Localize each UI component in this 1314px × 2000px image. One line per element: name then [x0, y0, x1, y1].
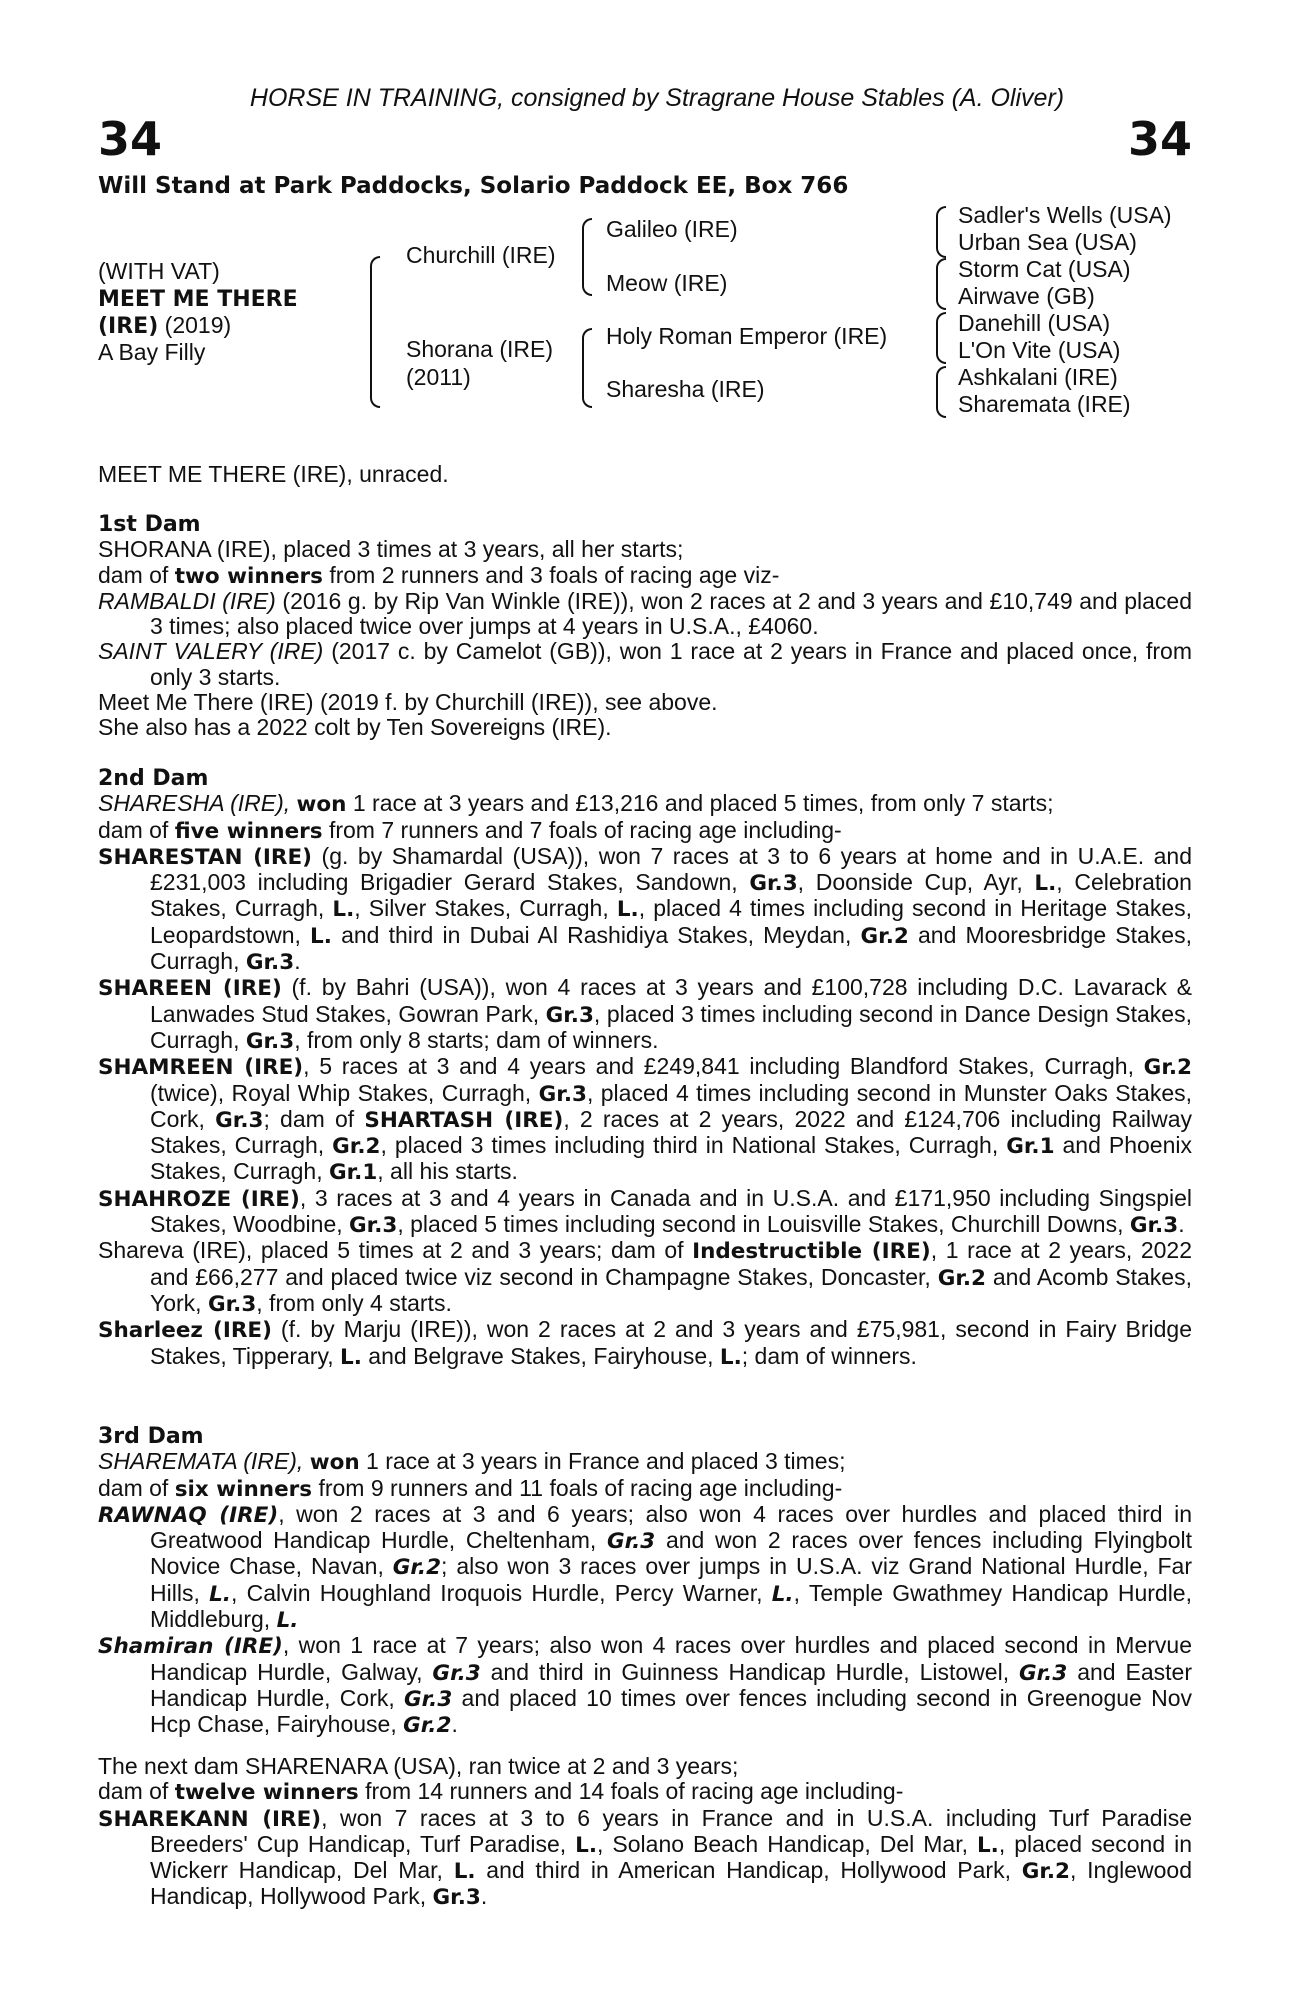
third-dam-section: [98, 1424, 1192, 1739]
dam-produce-summary: dam of six winners from 9 runners and 11 foals of racing age including-: [98, 1474, 843, 1502]
produce-entry: Meet Me There (IRE) (2019 f. by Churchill (IRE)), see above.: [98, 689, 718, 716]
second-dam-section: [98, 766, 1192, 1370]
dam-produce-summary: dam of twelve winners from 14 runners and 14 foals of racing age including-: [98, 1778, 904, 1806]
produce-entry: SHAREKANN (IRE), won 7 races at 3 to 6 years in France and in U.S.A. including Turf Paradise Breeders' Cup Handicap, Turf Paradise, L., Solano Beach Handicap, Del Mar, L., placed second in Wickerr Handicap, Del Mar, L. and third in American Handicap, Hollywood Park, Gr.2, Inglewood Handicap, Hollywood Park, Gr.3.: [98, 1804, 1193, 1911]
produce-entry: RAMBALDI (IRE) (2016 g. by Rip Van Winkle (IRE)), won 2 races at 2 and 3 years and £10,749 and placed 3 times; also placed twice over jumps at 4 years in U.S.A., £4060.: [98, 587, 1193, 640]
grandproduce-entry: Shareva (IRE), placed 5 times at 2 and 3 years; dam of Indestructible (IRE), 1 race at 2 years, 2022 and £66,277 and placed twice viz second in Champagne Stakes, Doncaster, Gr.2 and Acomb Stakes, York, Gr.3, from only 4 starts.: [98, 1237, 1192, 1317]
horse-suffix-line: [98, 312, 231, 340]
race-record: MEET ME THERE (IRE), unraced.: [98, 461, 449, 487]
pedigree-brace-ss: [936, 206, 946, 258]
pedigree-ssd: Urban Sea (USA): [958, 229, 1137, 255]
lot-number-left: 34: [98, 112, 163, 166]
dam-summary: SHAREMATA (IRE), won 1 race at 3 years in France and placed 3 times;: [98, 1448, 846, 1476]
consignor-header: HORSE IN TRAINING, consigned by Stragrane House Stables (A. Oliver): [249, 84, 1065, 112]
pedigree-sire-dam: Meow (IRE): [606, 270, 728, 296]
produce-entry: Shamiran (IRE), won 1 race at 7 years; also won 4 races over hurdles and placed second in Mervue Handicap Hurdle, Galway, Gr.3 and third in Guinness Handicap Hurdle, Listowel, Gr.3 and Easter Handicap Hurdle, Cork, Gr.3 and placed 10 times over fences including second in Greenogue Nov Hcp Chase, Fairyhouse, Gr.2.: [98, 1632, 1192, 1739]
pedigree-brace-dam: [582, 328, 592, 408]
produce-entry: SHAREEN (IRE) (f. by Bahri (USA)), won 4 races at 3 years and £100,728 including D.C. Lavarack & Lanwades Stud Stakes, Gowran Park, Gr.3, placed 3 times including second in Dance Design Stakes, Curragh, Gr.3, from only 8 starts; dam of winners.: [98, 974, 1192, 1054]
horse-year: (2019): [158, 312, 232, 338]
stand-location: Will Stand at Park Paddocks, Solario Paddock EE, Box 766: [98, 173, 849, 199]
pedigree-sss: Sadler's Wells (USA): [958, 202, 1172, 228]
horse-name: [98, 285, 298, 313]
grandproduce-entry: SHAHROZE (IRE), 3 races at 3 and 4 years in Canada and in U.S.A. and £171,950 including Singspiel Stakes, Woodbine, Gr.3, placed 5 times including second in Louisville Stakes, Churchill Downs, Gr.3.: [98, 1184, 1192, 1239]
pedigree-dsd: L'On Vite (USA): [958, 337, 1121, 363]
pedigree-dam-dam: Sharesha (IRE): [606, 376, 765, 402]
section-title: 1st Dam: [98, 512, 201, 537]
pedigree-sdd: Airwave (GB): [958, 283, 1095, 309]
vat-note: (WITH VAT): [98, 258, 220, 284]
produce-entry: SHARESTAN (IRE) (g. by Shamardal (USA)), won 7 races at 3 to 6 years at home and in U.A.E. and £231,003 including Brigadier Gerard Stakes, Sandown, Gr.3, Doonside Cup, Ayr, L., Celebration Stakes, Curragh, L., Silver Stakes, Curragh, L., placed 4 times including second in Heritage Stakes, Leopardstown, L. and third in Dubai Al Rashidiya Stakes, Meydan, Gr.2 and Mooresbridge Stakes, Curragh, Gr.3.: [98, 842, 1193, 976]
pedigree-dam-sire: Holy Roman Emperor (IRE): [606, 323, 888, 349]
produce-note: She also has a 2022 colt by Ten Sovereigns (IRE).: [98, 714, 612, 741]
pedigree-dam-year: (2011): [406, 364, 471, 390]
dam-summary: SHARESHA (IRE), won 1 race at 3 years and £13,216 and placed 5 times, from only 7 starts;: [98, 790, 1054, 818]
horse-description: A Bay Filly: [98, 339, 206, 365]
section-title: 2nd Dam: [98, 766, 209, 791]
produce-entry: Sharleez (IRE) (f. by Marju (IRE)), won 2 races at 2 and 3 years and £75,981, second in Fairy Bridge Stakes, Tipperary, L. and Belgrave Stakes, Fairyhouse, L.; dam of winners.: [98, 1316, 1192, 1370]
pedigree-brace-sd: [936, 258, 946, 310]
grandproduce-entry: SHAMREEN (IRE), 5 races at 3 and 4 years and £249,841 including Blandford Stakes, Curragh, Gr.2 (twice), Royal Whip Stakes, Curragh, Gr.3, placed 4 times including second in Munster Oaks Stakes, Cork, Gr.3; dam of SHARTASH (IRE), 2 races at 2 years, 2022 and £124,706 including Railway Stakes, Curragh, Gr.2, placed 3 times including third in National Stakes, Curragh, Gr.1 and Phoenix Stakes, Curragh, Gr.1, all his starts.: [98, 1053, 1193, 1186]
horse-country: (IRE): [98, 314, 159, 339]
dam-summary: SHORANA (IRE), placed 3 times at 3 years, all her starts;: [98, 536, 684, 563]
pedigree-sire: Churchill (IRE): [406, 242, 556, 268]
dam-produce-summary: dam of two winners from 2 runners and 3 foals of racing age viz-: [98, 561, 780, 589]
dam-produce-summary: dam of five winners from 7 runners and 7 foals of racing age including-: [98, 816, 842, 844]
pedigree-brace-main: [370, 256, 380, 408]
produce-entry: RAWNAQ (IRE), won 2 races at 3 and 6 years; also won 4 races over hurdles and placed third in Greatwood Handicap Hurdle, Cheltenham, Gr.3 and won 2 races over fences including Flyingbolt Novice Chase, Navan, Gr.2; also won 3 races over jumps in U.S.A. viz Grand National Hurdle, Far Hills, L., Calvin Houghland Iroquois Hurdle, Percy Warner, L., Temple Gwathmey Handicap Hurdle, Middleburg, L.: [98, 1500, 1193, 1634]
dam-summary: The next dam SHARENARA (USA), ran twice at 2 and 3 years;: [98, 1753, 739, 1779]
next-dam-section: [98, 1754, 1192, 1911]
produce-entry: SAINT VALERY (IRE) (2017 c. by Camelot (GB)), won 1 race at 2 years in France and placed once, from only 3 starts.: [98, 638, 1192, 690]
lot-number-right: 34: [1127, 112, 1192, 166]
section-title: 3rd Dam: [98, 1424, 204, 1449]
pedigree-brace-sire: [582, 218, 592, 296]
pedigree-sire-sire: Galileo (IRE): [606, 216, 738, 242]
pedigree-sds: Storm Cat (USA): [958, 256, 1131, 282]
pedigree-dam: Shorana (IRE): [406, 336, 554, 362]
pedigree-brace-ds: [936, 312, 946, 364]
pedigree-ddd: Sharemata (IRE): [958, 391, 1131, 417]
pedigree-brace-dd: [936, 366, 946, 418]
pedigree-dds: Ashkalani (IRE): [958, 364, 1118, 390]
pedigree-dss: Danehill (USA): [958, 310, 1111, 336]
horse-name-text: MEET ME THERE: [98, 287, 298, 312]
first-dam-section: [98, 512, 1192, 741]
